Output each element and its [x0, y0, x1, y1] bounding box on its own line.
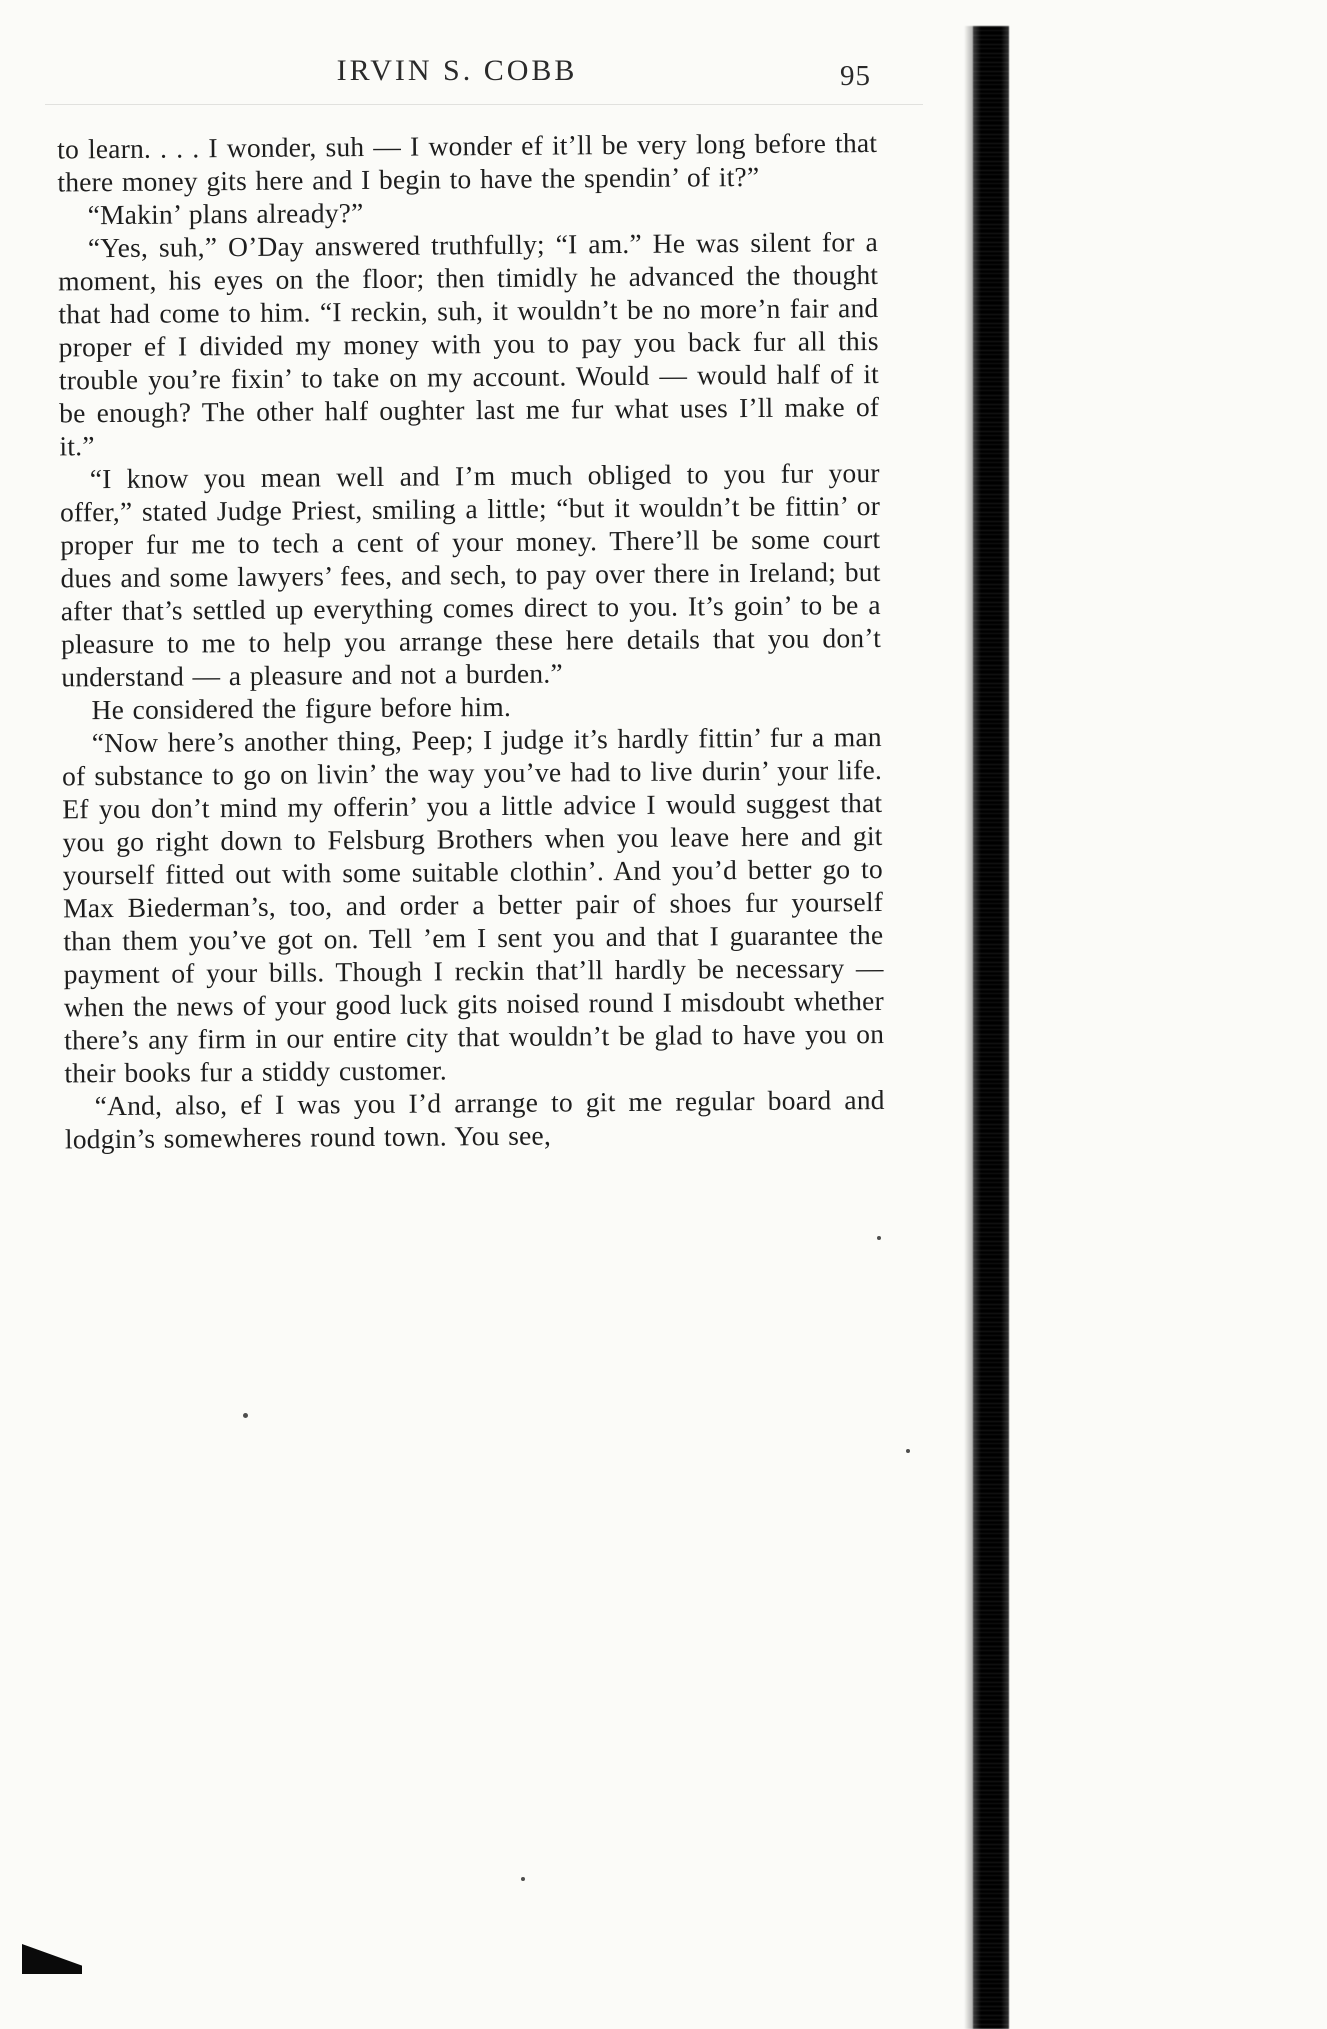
scan-speck: [877, 1236, 881, 1240]
header-rule: [45, 104, 923, 105]
paragraph: “Yes, suh,” O’Day answered truthfully; “I am.” He was silent for a moment, his eyes on the floor; then timidly he advanced the thought that had come to him. “I reckin, suh, it wouldn’t be no more’n fair and proper ef I divided my money with you to pay you back fur all this trouble you’re fixin’ to take on my account. Would — would half of it be enough? The other half oughter last me fur what uses I’ll make of it.”: [58, 225, 880, 462]
paragraph: “Makin’ plans already?”: [87, 197, 364, 231]
page-header: [57, 54, 877, 102]
paragraph: to learn. . . . I wonder, suh — I wonder ef it’ll be very long before that there money gits here and I begin to have the spendin’ of it?”: [57, 126, 878, 198]
corner-artifact: [22, 1944, 82, 1974]
scan-gutter-shadow: [973, 26, 1009, 2029]
paragraph: “I know you mean well and I’m much obliged to you fur your offer,” stated Judge Priest, smiling a little; “but it wouldn’t be fittin’ or proper fur me to tech a cent of your money. There’ll be some court dues and some lawyers’ fees, and sech, to pay over there in Ireland; but after that’s settled up everything comes direct to you. It’s goin’ to be a pleasure to me to help you arrange these here details that you don’t understand — a pleasure and not a burden.”: [59, 456, 882, 693]
scan-speck: [521, 1877, 525, 1881]
paragraph: He considered the figure before him.: [91, 690, 512, 726]
page-number: 95: [840, 60, 871, 92]
scan-speck: [243, 1413, 248, 1418]
paragraph: “And, also, ef I was you I’d arrange to git me regular board and lodgin’s somewheres round town. You see,: [64, 1083, 885, 1155]
body-text: [57, 126, 885, 1155]
paragraph: “Now here’s another thing, Peep; I judge it’s hardly fittin’ fur a man of substance to go on livin’ the way you’ve had to live durin’ your life. Ef you don’t mind my offerin’ you a little advice I would suggest that you go right down to Felsburg Brothers when you leave here and git yourself fitted out with some suitable clothin’. And you’d better go to Max Biederman’s, too, and order a better pair of shoes fur yourself than them you’ve got on. Tell ’em I sent you and that I guarantee the payment of your bills. Though I reckin that’ll hardly be necessary — when the news of your good luck gits noised round I misdoubt whether there’s any firm in our entire city that wouldn’t be glad to have you on their books fur a stiddy customer.: [61, 720, 885, 1089]
page-content: [57, 54, 885, 1155]
scan-speck: [906, 1449, 910, 1453]
running-title: IRVIN S. COBB: [336, 54, 578, 87]
